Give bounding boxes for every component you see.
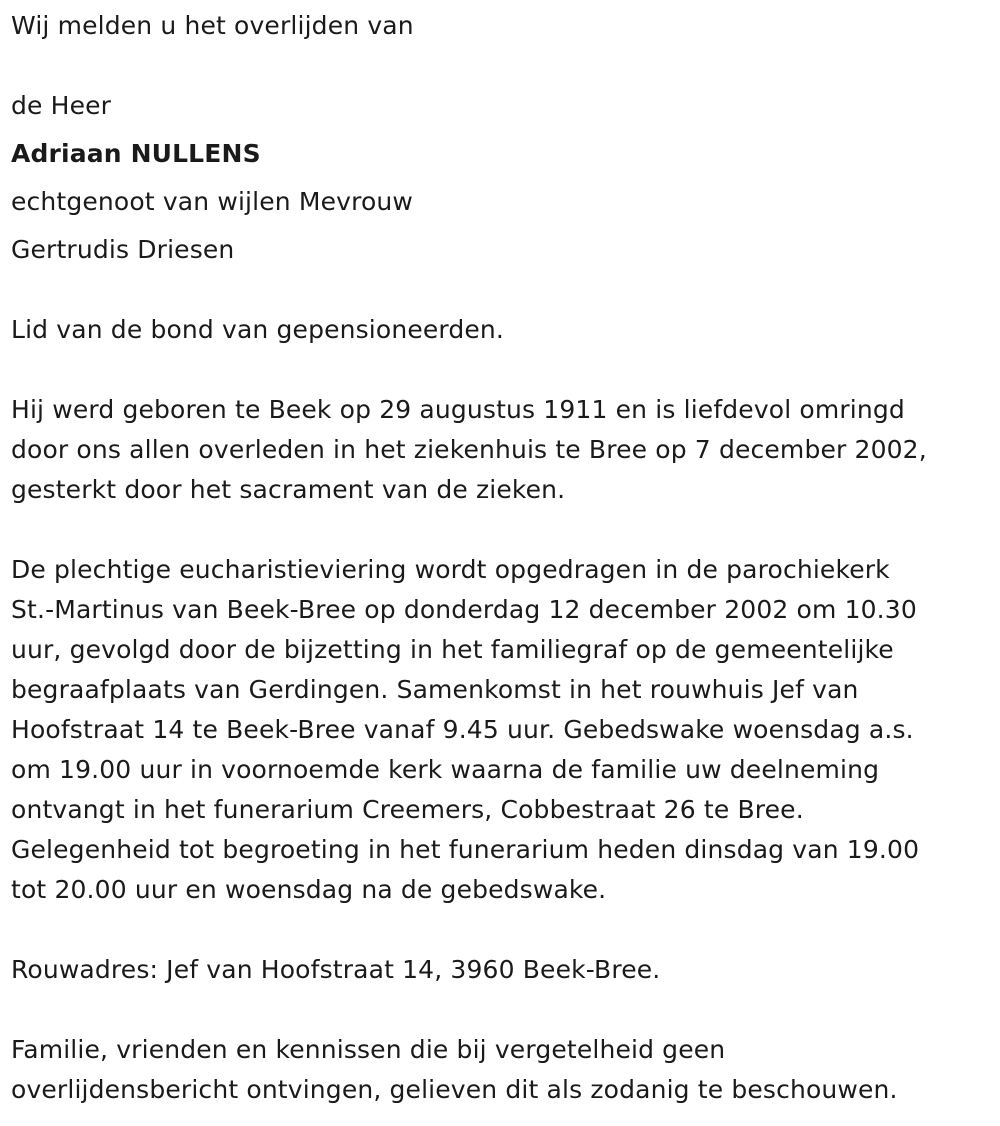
deceased-name: Adriaan NULLENS — [11, 139, 261, 168]
notice-line: overlijdensbericht ontvingen, gelieven dit als zodanig te beschouwen. — [11, 1075, 898, 1104]
ceremony-line: begraafplaats van Gerdingen. Samenkomst in het rouwhuis Jef van — [11, 675, 859, 704]
birth-death-line: gesterkt door het sacrament van de zieken. — [11, 475, 566, 504]
spouse-line-2: Gertrudis Driesen — [11, 235, 235, 264]
spouse-line-1: echtgenoot van wijlen Mevrouw — [11, 187, 413, 216]
ceremony-line: De plechtige eucharistieviering wordt opgedragen in de parochiekerk — [11, 555, 890, 584]
mourning-address: Rouwadres: Jef van Hoofstraat 14, 3960 Beek-Bree. — [11, 955, 661, 984]
ceremony-line: Hoofstraat 14 te Beek-Bree vanaf 9.45 uur. Gebedswake woensdag a.s. — [11, 715, 914, 744]
birth-death-line: Hij werd geboren te Beek op 29 augustus 1911 en is liefdevol omringd — [11, 395, 905, 424]
ceremony-line: Gelegenheid tot begroeting in het funerarium heden dinsdag van 19.00 — [11, 835, 920, 864]
intro-line: Wij melden u het overlijden van — [11, 11, 414, 40]
ceremony-line: om 19.00 uur in voornoemde kerk waarna de familie uw deelneming — [11, 755, 880, 784]
notice-line: Familie, vrienden en kennissen die bij vergetelheid geen — [11, 1035, 726, 1064]
ceremony-line: uur, gevolgd door de bijzetting in het familiegraf op de gemeentelijke — [11, 635, 894, 664]
membership-line: Lid van de bond van gepensioneerden. — [11, 315, 505, 344]
birth-death-line: door ons allen overleden in het ziekenhuis te Bree op 7 december 2002, — [11, 435, 927, 464]
salutation: de Heer — [11, 91, 112, 120]
ceremony-line: tot 20.00 uur en woensdag na de gebedswake. — [11, 875, 607, 904]
ceremony-line: St.-Martinus van Beek-Bree op donderdag 12 december 2002 om 10.30 — [11, 595, 917, 624]
ceremony-line: ontvangt in het funerarium Creemers, Cobbestraat 26 te Bree. — [11, 795, 804, 824]
